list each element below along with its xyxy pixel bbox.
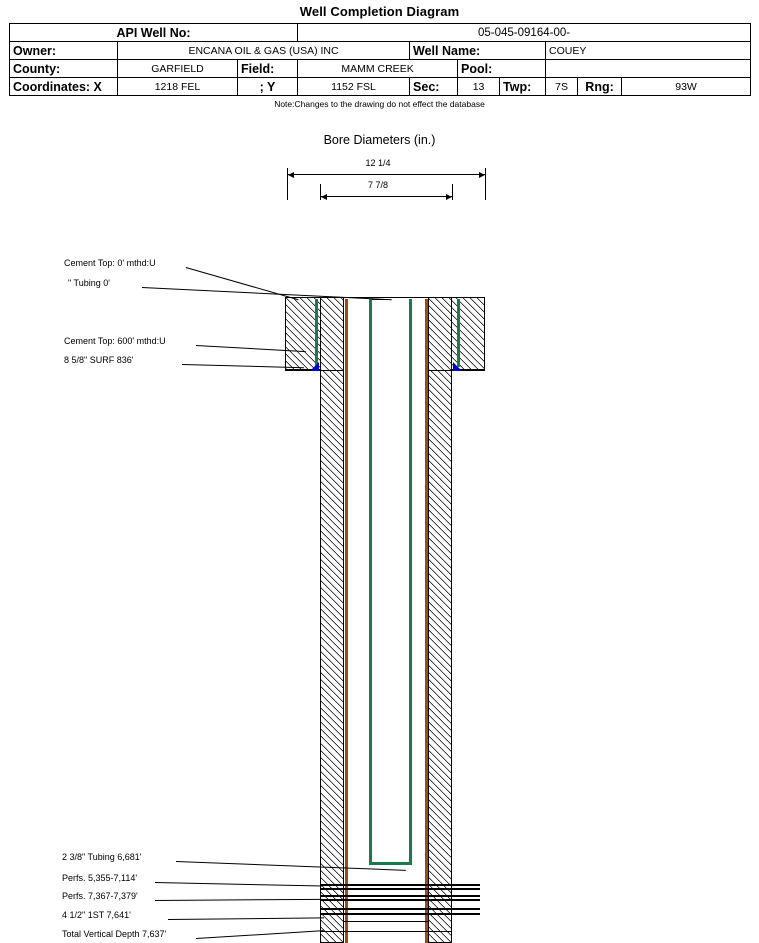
- leader-tubing-0: [142, 287, 392, 300]
- outer-dim-right-tick: [485, 168, 486, 200]
- production-casing-right: [425, 299, 428, 943]
- outer-diameter-label: 12 1/4: [365, 158, 391, 168]
- pool-value: [546, 60, 751, 78]
- sec-label: Sec:: [410, 78, 458, 96]
- county-label: County:: [10, 60, 118, 78]
- pool-label: Pool:: [458, 60, 546, 78]
- wellbore-wall-left-upper: [320, 297, 344, 370]
- owner-value: ENCANA OIL & GAS (USA) INC: [118, 42, 410, 60]
- owner-label: Owner:: [10, 42, 118, 60]
- inner-dim-arrow-right: [446, 194, 452, 200]
- sec-value: 13: [458, 78, 500, 96]
- coordinates-label: Coordinates: X: [10, 78, 118, 96]
- casing-shoe-right: [453, 362, 462, 371]
- well-name-label: Well Name:: [410, 42, 546, 60]
- casing-shoe-left: [310, 362, 319, 371]
- rng-label: Rng:: [578, 78, 622, 96]
- total-depth-line: [320, 931, 452, 932]
- inner-diameter-label: 7 7/8: [367, 180, 389, 190]
- perf-mark-2b: [320, 899, 480, 901]
- inner-dim-right-tick: [452, 184, 453, 200]
- cement-line-right: [457, 299, 460, 367]
- leader-perfs-1: [155, 882, 323, 887]
- y-label: ; Y: [238, 78, 298, 96]
- table-row-owner: [10, 42, 751, 60]
- annotation-tubing-depth: 2 3/8" Tubing 6,681': [62, 852, 142, 862]
- x-value: 1218 FEL: [118, 78, 238, 96]
- wellbore-wall-right-upper: [428, 297, 452, 370]
- annotation-tubing-0: " Tubing 0': [68, 278, 110, 288]
- county-value: GARFIELD: [118, 60, 238, 78]
- tubing-right: [409, 299, 412, 865]
- table-row-county: [10, 60, 751, 78]
- wellbore-top-line: [285, 297, 485, 298]
- api-value: 05-045-09164-00-: [298, 24, 751, 42]
- inner-dim-line: [320, 196, 452, 197]
- tubing-shoe: [369, 862, 412, 865]
- production-casing-left: [345, 299, 348, 943]
- leader-perfs-2: [155, 899, 323, 901]
- well-header-table: [9, 23, 751, 96]
- annotation-perfs-2: Perfs. 7,367-7,379': [62, 891, 138, 901]
- annotation-surf-casing: 8 5/8" SURF 836': [64, 355, 134, 365]
- inner-dim-arrow-left: [321, 194, 327, 200]
- rng-value: 93W: [622, 78, 751, 96]
- first-casing-mark: [344, 921, 428, 922]
- api-label: API Well No:: [10, 24, 298, 42]
- annotation-tvd: Total Vertical Depth 7,637': [62, 929, 167, 939]
- outer-dim-arrow-left: [288, 172, 294, 178]
- perf-mark-2a: [320, 895, 480, 897]
- table-row-coordinates: [10, 78, 751, 96]
- page-title: Well Completion Diagram: [299, 4, 460, 19]
- outer-dim-arrow-right: [479, 172, 485, 178]
- annotation-first-casing: 4 1/2" 1ST 7,641': [62, 910, 131, 920]
- perf-mark-1b: [320, 888, 480, 890]
- twp-value: 7S: [546, 78, 578, 96]
- wellbore-wall-left: [320, 370, 344, 943]
- perf-mark-1a: [320, 884, 480, 886]
- bore-diameters-title: Bore Diameters (in.): [323, 133, 436, 147]
- outer-dim-line: [287, 174, 485, 175]
- leader-cement-top-0: [186, 267, 299, 300]
- wellbore-wall-right: [428, 370, 452, 943]
- twp-label: Twp:: [500, 78, 546, 96]
- surface-annulus-right: [448, 297, 485, 370]
- field-label: Field:: [238, 60, 298, 78]
- annotation-cement-top-0: Cement Top: 0' mthd:U: [64, 258, 156, 268]
- annotation-cement-top-600: Cement Top: 600' mthd:U: [64, 336, 166, 346]
- leader-tvd: [196, 930, 324, 939]
- annotation-perfs-1: Perfs. 5,355-7,114': [62, 873, 138, 883]
- y-value: 1152 FSL: [298, 78, 410, 96]
- cement-line-left: [315, 299, 318, 367]
- table-row-api: [10, 24, 751, 42]
- perf-mark-3a: [320, 908, 480, 910]
- field-value: MAMM CREEK: [298, 60, 458, 78]
- database-note: Note:Changes to the drawing do not effect the database: [274, 99, 485, 109]
- tubing-left: [369, 299, 372, 865]
- leader-first-casing: [168, 917, 324, 920]
- perf-mark-3b: [320, 913, 480, 915]
- well-name-value: COUEY: [546, 42, 751, 60]
